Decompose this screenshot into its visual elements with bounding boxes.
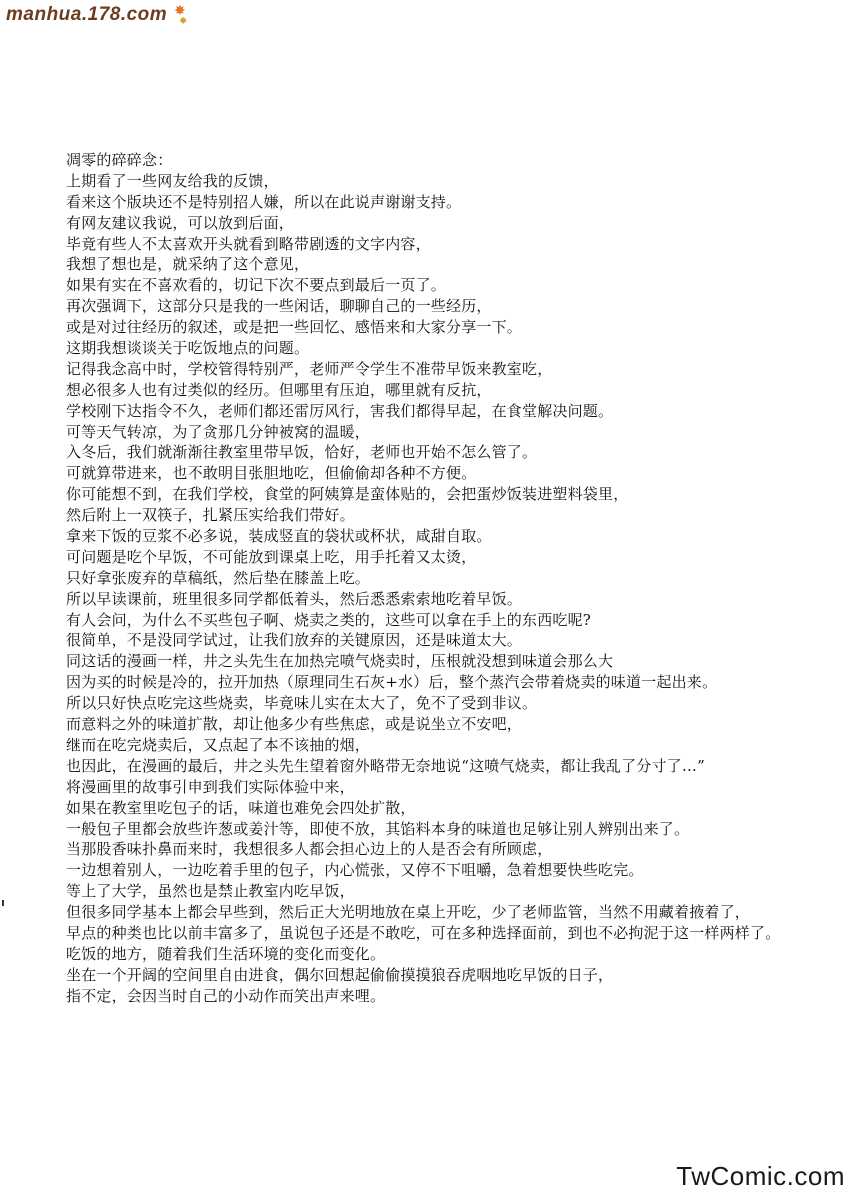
- essay-line: 因为买的时候是冷的，拉开加热（原理同生石灰+水）后，整个蒸汽会带着烧卖的味道一起出来。: [66, 673, 718, 692]
- essay-line: 入冬后，我们就渐渐往教室里带早饭，恰好，老师也开始不怎么管了。: [66, 443, 538, 462]
- essay-line: 可等天气转凉，为了贪那几分钟被窝的温暖，: [66, 422, 371, 441]
- essay-line: 记得我念高中时，学校管得特别严，老师严令学生不准带早饭来教室吃，: [66, 359, 553, 378]
- essay-line: 拿来下饭的豆浆不必多说，装成竖直的袋状或杯状，咸甜自取。: [66, 527, 492, 546]
- essay-line: 学校刚下达指令不久，老师们都还雷厉风行，害我们都得早起，在食堂解决问题。: [66, 401, 614, 420]
- scan-margin-mark: [2, 900, 4, 906]
- essay-line: 想必很多人也有过类似的经历。但哪里有压迫，哪里就有反抗，: [66, 380, 492, 399]
- essay-line: 所以早读课前，班里很多同学都低着头，然后悉悉索索地吃着早饭。: [66, 589, 523, 608]
- essay-line: 可问题是吃个早饭，不可能放到课桌上吃，用手托着又太烫，: [66, 547, 477, 566]
- essay-line: 只好拿张废弃的草稿纸，然后垫在膝盖上吃。: [66, 568, 371, 587]
- essay-line: 这期我想谈谈关于吃饭地点的问题。: [66, 339, 310, 358]
- essay-line: 上期看了一些网友给我的反馈，: [66, 171, 279, 190]
- essay-line: 或是对过往经历的叙述，或是把一些回忆、感悟来和大家分享一下。: [66, 318, 523, 337]
- essay-line: 将漫画里的故事引申到我们实际体验中来，: [66, 777, 355, 796]
- essay-line: 可就算带进来，也不敢明目张胆地吃，但偷偷却各种不方便。: [66, 464, 477, 483]
- essay-line: 指不定，会因当时自己的小动作而笑出声来哩。: [66, 986, 386, 1005]
- essay-title: 凋零的碎碎念：: [66, 151, 173, 169]
- essay-line: 你可能想不到，在我们学校，食堂的阿姨算是蛮体贴的，会把蛋炒饭装进塑料袋里，: [66, 485, 629, 504]
- essay-line: 一边想着别人，一边吃着手里的包子，内心慌张，又停不下咀嚼，急着想要快些吃完。: [66, 861, 644, 880]
- site-watermark-top: [6, 2, 188, 27]
- essay-line: 当那股香味扑鼻而来时，我想很多人都会担心边上的人是否会有所顾虑，: [66, 840, 553, 859]
- essay-line: 同这话的漫画一样，井之头先生在加热完喷气烧卖时，压根就没想到味道会那么大: [66, 652, 614, 671]
- essay-line: 所以只好快点吃完这些烧卖，毕竟味儿实在太大了，免不了受到非议。: [66, 694, 538, 713]
- essay-line: 很简单，不是没同学试过，让我们放弃的关键原因，还是味道太大。: [66, 631, 523, 650]
- essay-line: 而意料之外的味道扩散，却让他多少有些焦虑，或是说坐立不安吧，: [66, 715, 523, 734]
- essay-line: 但很多同学基本上都会早些到，然后正大光明地放在桌上开吃，少了老师监管，当然不用藏着掖着了，: [66, 903, 751, 922]
- essay-line: 有人会问，为什么不买些包子啊、烧卖之类的，这些可以拿在手上的东西吃呢?: [66, 610, 592, 629]
- site-watermark-bottom: TwComic.com: [676, 1161, 845, 1191]
- essay-line: 继而在吃完烧卖后，又点起了本不该抽的烟，: [66, 735, 371, 754]
- site-watermark-text: manhua.178.com: [6, 4, 168, 25]
- star-icon: ✸: [174, 2, 187, 18]
- essay-line: 再次强调下，这部分只是我的一些闲话，聊聊自己的一些经历，: [66, 297, 492, 316]
- essay-line: 吃饭的地方，随着我们生活环境的变化而变化。: [66, 944, 386, 963]
- essay-line: 一般包子里都会放些许葱或姜汁等，即使不放，其馅料本身的味道也足够让别人辨别出来了。: [66, 819, 690, 838]
- essay-line: 毕竟有些人不太喜欢开头就看到略带剧透的文字内容，: [66, 234, 431, 253]
- essay-line: 如果在教室里吃包子的话，味道也难免会四处扩散，: [66, 798, 416, 817]
- essay-line: 我想了想也是，就采纳了这个意见，: [66, 255, 310, 274]
- essay-text: [66, 150, 856, 1007]
- essay-line: 有网友建议我说，可以放到后面，: [66, 213, 295, 232]
- star-icon: ✸: [179, 16, 188, 27]
- essay-line: 然后附上一双筷子，扎紧压实给我们带好。: [66, 506, 355, 525]
- essay-line: 看来这个版块还不是特别招人嫌，所以在此说声谢谢支持。: [66, 192, 462, 211]
- essay-line: 等上了大学，虽然也是禁止教室内吃早饭，: [66, 882, 355, 901]
- essay-line: 坐在一个开阔的空间里自由进食，偶尔回想起偷偷摸摸狼吞虎咽地吃早饭的日子，: [66, 965, 614, 984]
- essay-line: 早点的种类也比以前丰富多了，虽说包子还是不敢吃，可在多种选择面前，到也不必拘泥于这一样两样了。: [66, 923, 781, 942]
- essay-line: 如果有实在不喜欢看的，切记下次不要点到最后一页了。: [66, 276, 447, 295]
- essay-line: 也因此，在漫画的最后，井之头先生望着窗外略带无奈地说“这喷气烧卖，都让我乱了分寸了…”: [66, 756, 705, 775]
